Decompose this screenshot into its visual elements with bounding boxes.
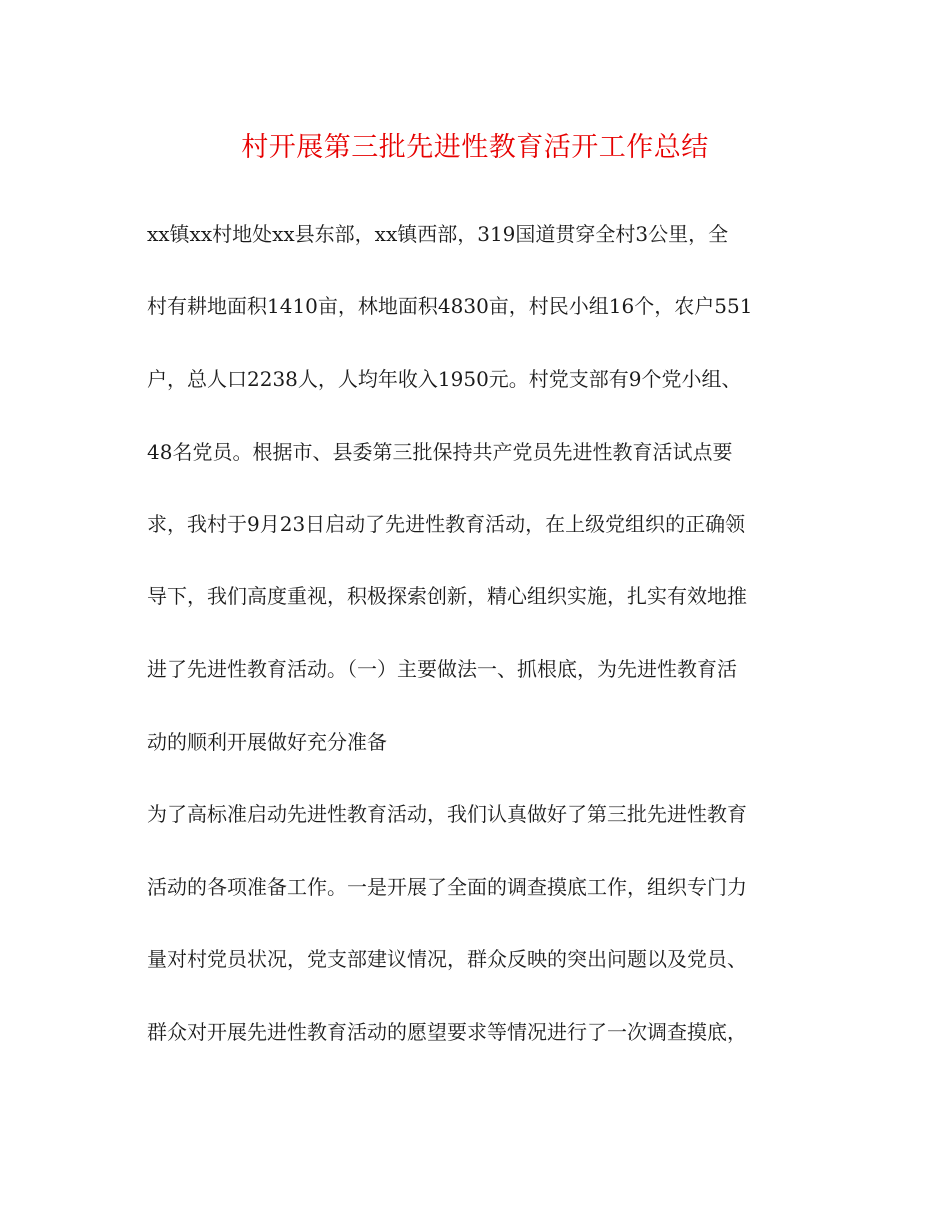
body-line: 户，总人口2238人，人均年收入1950元。村党支部有9个党小组、 [147, 367, 742, 391]
body-line: 为了高标准启动先进性教育活动，我们认真做好了第三批先进性教育 [147, 802, 747, 826]
body-line: 村有耕地面积1410亩，林地面积4830亩，村民小组16个，农户551 [147, 294, 753, 318]
body-line: xx镇xx村地处xx县东部，xx镇西部，319国道贯穿全村3公里，全 [147, 222, 729, 246]
body-line: 活动的各项准备工作。一是开展了全面的调查摸底工作，组织专门力 [147, 875, 747, 899]
body-line: 进了先进性教育活动。（一）主要做法一、抓根底，为先进性教育活 [147, 657, 737, 681]
body-line: 导下，我们高度重视，积极探索创新，精心组织实施，扎实有效地推 [147, 584, 747, 608]
document-title: 村开展第三批先进性教育活开工作总结 [241, 132, 709, 163]
body-line: 群众对开展先进性教育活动的愿望要求等情况进行了一次调查摸底， [147, 1020, 747, 1044]
body-line: 量对村党员状况，党支部建议情况，群众反映的突出问题以及党员、 [147, 947, 747, 971]
body-line: 求，我村于9月23日启动了先进性教育活动，在上级党组织的正确领 [147, 512, 746, 536]
body-line: 动的顺利开展做好充分准备 [147, 730, 387, 754]
body-line: 48名党员。根据市、县委第三批保持共产党员先进性教育活试点要 [147, 440, 733, 464]
